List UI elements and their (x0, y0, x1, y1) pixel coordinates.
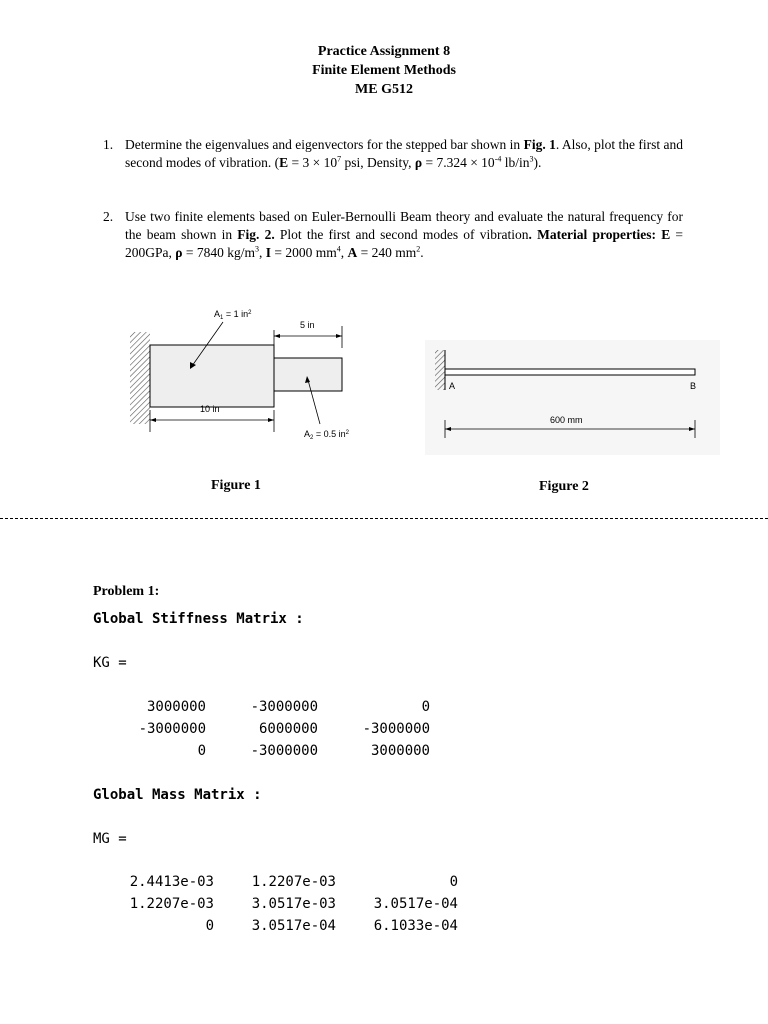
a2-label: $A_2 = 0.5$ $in^2$ (304, 429, 349, 441)
header-code: ME G512 (355, 82, 413, 97)
document-header (0, 42, 768, 99)
a1-label: $A_1 = 1$ $in^2$ (214, 309, 252, 321)
matrix-row: -3000000 6000000 -3000000 (138, 721, 430, 737)
figure-2-beam (425, 340, 720, 455)
point-b-label: B (690, 381, 697, 391)
question-number: 2. (103, 209, 114, 224)
dim-10in-label: 10 in (200, 404, 220, 414)
question-number: 1. (103, 137, 114, 152)
fixed-wall (130, 332, 150, 424)
matrix-row: 3000000 -3000000 0 (146, 699, 430, 715)
large-segment (150, 345, 274, 407)
matrix-row: 2.4413e-03 1.2207e-03 0 (129, 874, 458, 890)
mass-matrix-label: Global Mass Matrix : (93, 787, 262, 803)
kg-name: KG = (93, 655, 127, 671)
matrix-row: 1.2207e-03 3.0517e-03 3.0517e-04 (129, 896, 458, 912)
figure-1-stepped-bar (110, 300, 380, 450)
figure-2-caption: Figure 2 (539, 479, 589, 494)
header-title: Practice Assignment 8 (317, 44, 451, 59)
kg-matrix (118, 696, 430, 762)
mg-name: MG = (93, 831, 127, 847)
matrix-row: 0 3.0517e-04 6.1033e-04 (205, 918, 458, 934)
problem-1-heading: Problem 1: (93, 584, 160, 599)
dim-5in-label: 5 in (300, 320, 315, 330)
small-segment (274, 358, 342, 391)
matrix-row: 0 -3000000 3000000 (197, 743, 430, 759)
section-divider (0, 518, 768, 519)
question-1 (103, 136, 683, 172)
question-text: Determine the eigenvalues and eigenvectors for the stepped bar shown in Fig. 1. Also, plot the first and second modes of vibration. ($E = 3 \times 10^7$ psi, Density, $\rho = 7.324 \times 10^{-4}$ $lb/in^3$). (125, 137, 683, 170)
figure-1-caption: Figure 1 (211, 478, 261, 493)
stiffness-matrix-label: Global Stiffness Matrix : (93, 611, 304, 627)
beam (445, 369, 695, 375)
point-a-label: A (449, 381, 456, 391)
mg-matrix (118, 871, 458, 937)
fixed-support (435, 350, 445, 390)
dim-600mm-label: 600 mm (550, 415, 583, 425)
question-text: Use two finite elements based on Euler-Bernoulli Beam theory and evaluate the natural frequency for the beam shown in Fig. 2. Plot the first and second modes of vibration. Material properties: E = 200GPa, ρ = 7840 $kg/m^3$, I = 2000 $mm^4$, A = 240 $mm^2$. (125, 209, 684, 260)
question-2 (103, 208, 683, 262)
header-course: Finite Element Methods (312, 63, 456, 78)
